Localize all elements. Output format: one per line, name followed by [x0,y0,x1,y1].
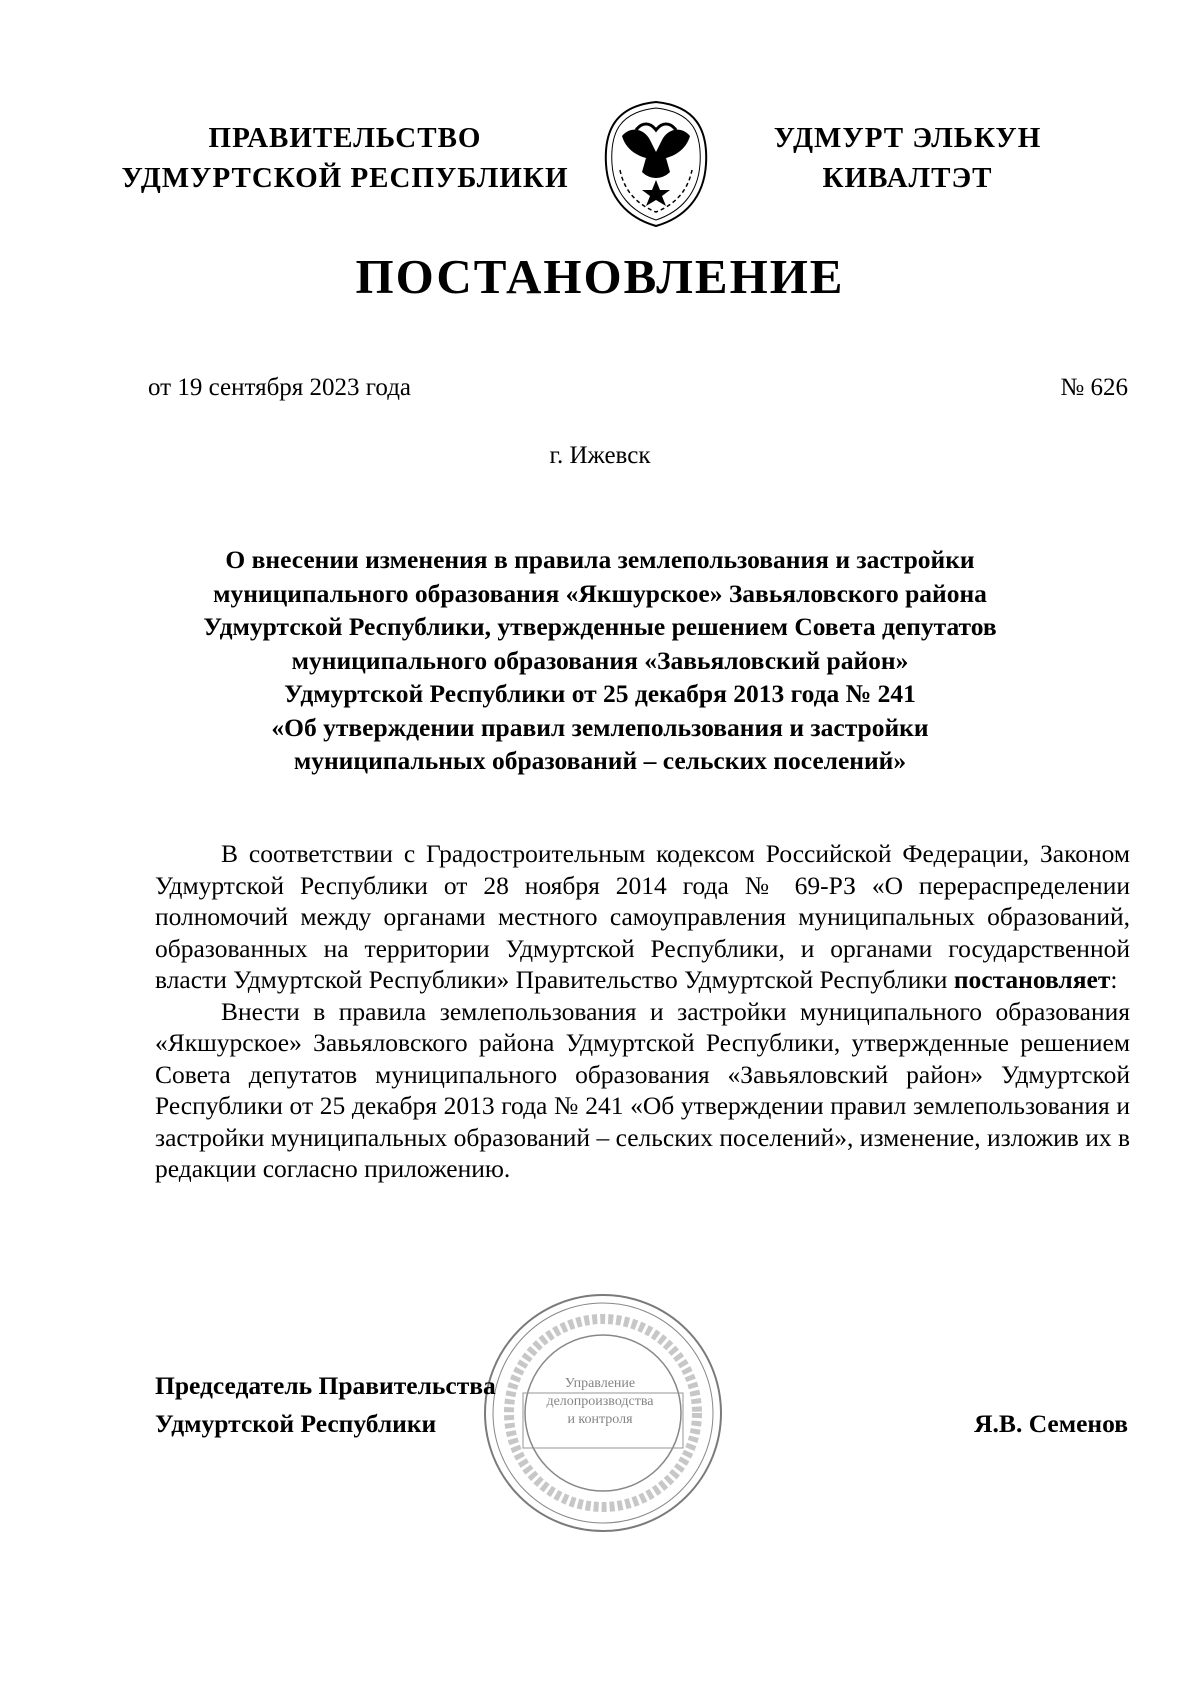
para1-text: В соответствии с Градостроительным кодексом Российской Федерации, Законом Удмуртской Республики от 28 ноября 2014 года № 69-РЗ «О перераспределении полномочий между органами местного самоуправления муниципальных образований, образованных на территории Удмуртской Республики, и органами государственной власти Удмуртской Республики» Правительство Удмуртской Республики [155,839,1130,994]
stamp-text [520,1375,680,1429]
title-line: Удмуртской Республики от 25 декабря 2013 года № 241 [284,679,916,708]
document-title [160,543,1040,778]
title-line: «Об утверждении правил землепользования и застройки [271,712,929,742]
signatory-position [155,1367,496,1443]
para1-end: : [1110,965,1118,994]
stamp-line: делопроизводства [546,1394,654,1409]
title-line: О внесении изменения в правила землепользования и застройки [225,545,975,574]
document-city: г. Ижевск [549,442,651,469]
header-right [735,118,1080,198]
document-type-heading: ПОСТАНОВЛЕНИЕ [355,249,845,304]
title-line: муниципальных образований – сельских поселений» [293,746,907,775]
stamp-line: и контроля [567,1412,633,1427]
para1-bold-verb: постановляет [953,965,1111,994]
title-line: муниципального образования «Завьяловский район» [291,645,909,675]
udmurt-coat-of-arms-icon [600,100,712,228]
signatory-name: Я.В. Семенов [974,1409,1128,1438]
header-right-line2: КИВАЛТЭТ [822,162,993,194]
body-paragraph-1 [155,838,1130,996]
body-paragraph-2: Внести в правила землепользования и застройки муниципального образования «Якшурское» Завьяловского района Удмуртской Республики, утвержденные решением Совета депутатов муниципального образования «Завьяловский район» Удмуртской Республики от 25 декабря 2013 года № 241 «Об утверждении правил землепользования и застройки муниципальных образований – сельских поселений», изменение, изложив их в редакции согласно приложению. [155,996,1131,1183]
signatory-position-line1: Председатель Правительства [155,1371,496,1400]
title-line: Удмуртской Республики, утвержденные решением Совета депутатов [203,612,997,641]
document-body [155,838,1130,1185]
title-line: муниципального образования «Якшурское» Завьяловского района [213,578,987,608]
document-date: от 19 сентября 2023 года [148,374,412,401]
document-number: № 626 [1060,374,1128,401]
signatory-position-line2: Удмуртской Республики [155,1409,437,1438]
header-left [110,118,580,198]
header-right-line1: УДМУРТ ЭЛЬКУН [773,122,1042,154]
stamp-line: Управление [564,1376,636,1391]
header-left-line2: УДМУРТСКОЙ РЕСПУБЛИКИ [121,162,569,194]
header-left-line1: ПРАВИТЕЛЬСТВО [208,122,482,154]
